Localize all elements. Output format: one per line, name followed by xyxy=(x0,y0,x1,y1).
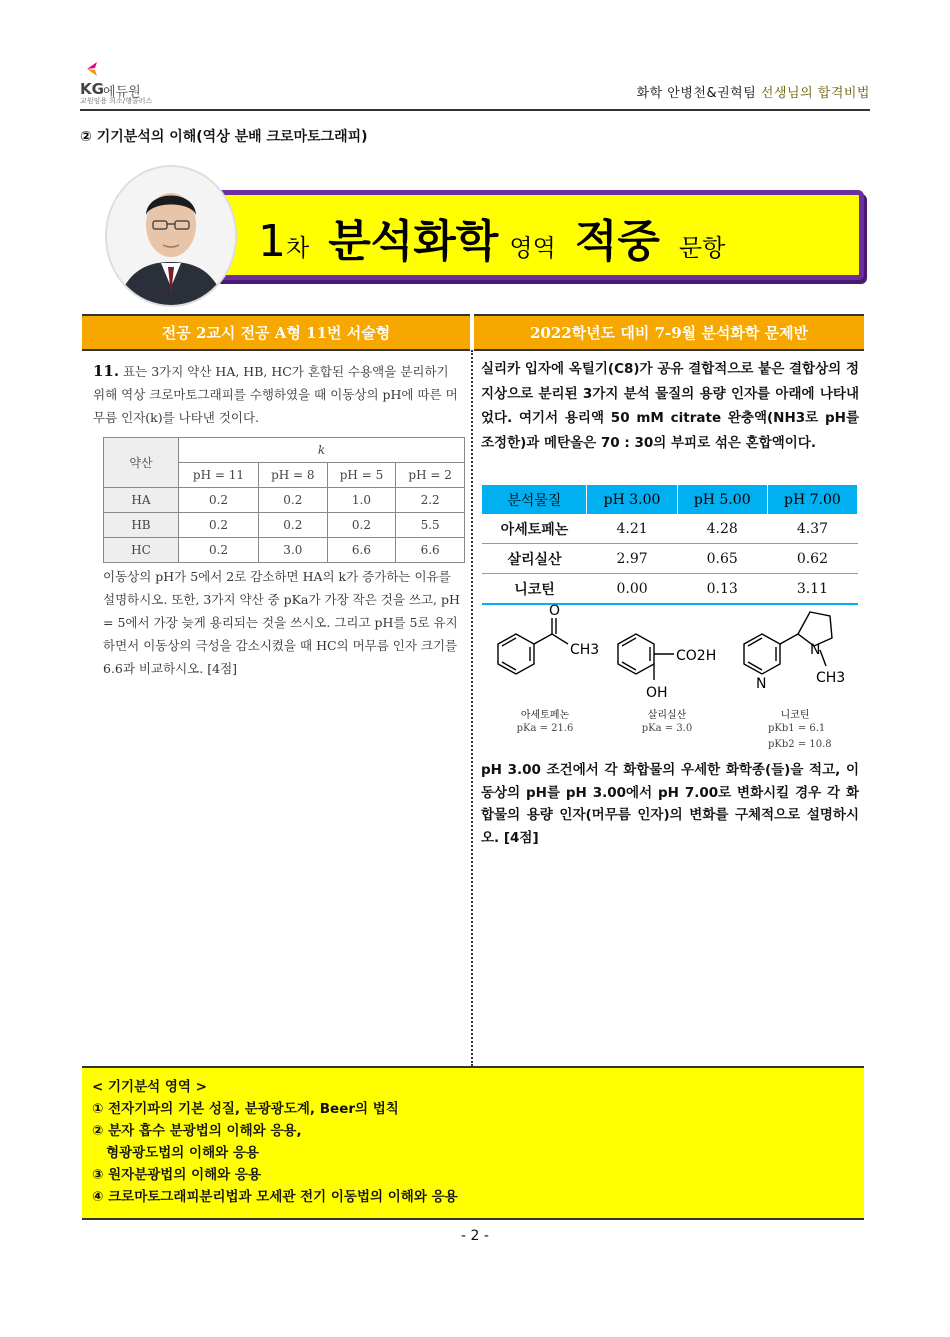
nicotine-pk1: pKb1 = 6.1 xyxy=(768,723,826,734)
table-cell-name: 니코틴 xyxy=(482,574,587,605)
struct-label: OH xyxy=(646,685,668,701)
logo-subtitle: 교원임용 희소/행콜러스 xyxy=(80,97,153,105)
table-header-k: k xyxy=(179,438,465,463)
table-cell-name: 살리실산 xyxy=(482,544,587,574)
table-cell: 0.65 xyxy=(677,544,767,574)
nicotine-pk2: pKb2 = 10.8 xyxy=(768,739,832,750)
struct-label: N xyxy=(756,676,767,692)
banner-num: 1 xyxy=(258,216,286,267)
logo-mark-icon xyxy=(87,62,103,76)
table-cell: 6.6 xyxy=(396,538,465,563)
question-number: 11. xyxy=(93,362,120,380)
table-cell: 0.2 xyxy=(258,513,327,538)
header-highlight: 선생님의 합격비법 xyxy=(760,86,870,101)
topic-title: < 기기분석 영역 > xyxy=(92,1079,207,1095)
table-cell: 2.97 xyxy=(587,544,677,574)
table-header: 분석물질 xyxy=(482,485,587,514)
table-row xyxy=(482,544,858,574)
table-cell-acid: HB xyxy=(104,513,179,538)
banner-area: 영역 xyxy=(509,234,556,262)
right-question-text: 실리카 입자에 옥틸기(C8)가 공유 결합적으로 붙은 결합상의 정지상으로 분리된 3가지 분석 물질의 용량 인자를 아래에 나타내었다. 여기서 용리액 50 mM citrate 완충액(NH3로 pH를 조정한)과 메탄올은 70 : 30의 부피로 섞은 혼합액이다. xyxy=(481,361,859,451)
table-cell: 0.13 xyxy=(677,574,767,605)
left-question-bar: 전공 2교시 전공 A형 11번 서술형 xyxy=(82,314,470,351)
table-cell: 2.2 xyxy=(396,488,465,513)
salicylic-label: 살리실산 xyxy=(647,710,687,721)
acetophenone-pk: pKa = 21.6 xyxy=(516,723,574,734)
capacity-factor-table xyxy=(482,485,858,605)
table-header: pH 3.00 xyxy=(587,485,677,514)
header-subject xyxy=(637,82,870,101)
topic-item: ③ 원자분광법의 이해와 응용 xyxy=(92,1167,261,1183)
table-cell: 0.2 xyxy=(179,513,259,538)
table-ph-col: pH = 2 xyxy=(396,463,465,488)
left-question-text xyxy=(93,360,463,429)
table-cell: 0.00 xyxy=(587,574,677,605)
banner-cha: 차 xyxy=(286,234,310,262)
table-header-acid: 약산 xyxy=(104,438,179,488)
table-cell: 5.5 xyxy=(396,513,465,538)
struct-label: CH3 xyxy=(816,670,846,686)
table-cell-acid: HA xyxy=(104,488,179,513)
banner-hit: 적중 xyxy=(574,216,660,267)
topic-list xyxy=(92,1076,458,1208)
table-row xyxy=(482,514,858,544)
table-cell: 4.28 xyxy=(677,514,767,544)
acetophenone-label: 아세토페논 xyxy=(520,710,570,721)
logo-brand: KG xyxy=(80,80,104,98)
teacher-photo xyxy=(105,165,237,307)
table-cell: 0.2 xyxy=(327,513,396,538)
topic-item: ② 분자 흡수 분광법의 이해와 응용, xyxy=(92,1123,302,1139)
topic-item: ④ 크로마토그래피분리법과 모세관 전기 이동법의 이해와 응용 xyxy=(92,1189,458,1205)
topic-item: 형광광도법의 이해와 응용 xyxy=(92,1145,259,1161)
retention-table xyxy=(103,437,465,563)
table-cell: 0.2 xyxy=(179,488,259,513)
banner-item: 문항 xyxy=(678,234,726,262)
header-subject-text: 화학 안병천&권혁팀 xyxy=(636,86,761,101)
table-cell: 3.0 xyxy=(258,538,327,563)
table-cell: 0.62 xyxy=(767,544,857,574)
table-cell: 6.6 xyxy=(327,538,396,563)
table-ph-col: pH = 11 xyxy=(179,463,259,488)
table-cell-name: 아세토페논 xyxy=(482,514,587,544)
banner-title xyxy=(258,205,725,269)
table-ph-col: pH = 5 xyxy=(327,463,396,488)
page-number: - 2 - xyxy=(461,1228,489,1244)
banner-main: 분석화학 xyxy=(328,216,499,267)
table-cell: 4.21 xyxy=(587,514,677,544)
table-row xyxy=(104,538,465,563)
table-cell: 0.2 xyxy=(179,538,259,563)
table-row xyxy=(104,513,465,538)
logo-name: 에듀원 xyxy=(103,85,141,100)
table-header: pH 7.00 xyxy=(767,485,857,514)
column-divider xyxy=(471,350,473,1066)
table-cell-acid: HC xyxy=(104,538,179,563)
table-cell: 4.37 xyxy=(767,514,857,544)
salicylic-pk: pKa = 3.0 xyxy=(641,723,693,734)
chemical-structures xyxy=(486,600,866,704)
section-heading: ② 기기분석의 이해(역상 분배 크로마토그래피) xyxy=(80,129,368,145)
header-divider xyxy=(80,109,870,111)
table-cell: 3.11 xyxy=(767,574,857,605)
table-cell: 0.2 xyxy=(258,488,327,513)
left-question-body: 표는 3가지 약산 HA, HB, HC가 혼합된 수용액을 분리하기 위해 역상 크로마토그래피를 수행하였을 때 이동상의 pH에 따른 머무름 인자(k)를 나타낸 것이다. xyxy=(93,364,458,425)
left-question-followup: 이동상의 pH가 5에서 2로 감소하면 HA의 k가 증가하는 이유를 설명하시오. 또한, 3가지 약산 중 pKa가 가장 작은 것을 쓰고, pH = 5에서 가장 늦게 용리되는 것을 쓰시오. 그리고 pH를 5로 유지하면서 이동상의 극성을 감소시켰을 때 HC의 머무름 인자 크기를 6.6과 비교하시오. [4점] xyxy=(103,569,460,676)
struct-label: O xyxy=(549,603,561,619)
topic-item: ① 전자기파의 기본 성질, 분광광도계, Beer의 법칙 xyxy=(92,1101,399,1117)
table-header: pH 5.00 xyxy=(677,485,767,514)
struct-label: CH3 xyxy=(570,642,600,658)
table-row xyxy=(104,488,465,513)
nicotine-label: 니코틴 xyxy=(780,710,810,721)
table-cell: 1.0 xyxy=(327,488,396,513)
struct-label: N xyxy=(810,642,821,658)
right-question-bar: 2022학년도 대비 7-9월 분석화학 문제반 xyxy=(474,314,864,351)
struct-label: CO2H xyxy=(676,648,717,664)
table-ph-col: pH = 8 xyxy=(258,463,327,488)
right-question-followup: pH 3.00 조건에서 각 화합물의 우세한 화학종(들)을 적고, 이동상의 pH를 pH 3.00에서 pH 7.00로 변화시킬 경우 각 화합물의 용량 인자(머무름 인자)의 변화를 구체적으로 설명하시오. [4점] xyxy=(481,762,859,846)
